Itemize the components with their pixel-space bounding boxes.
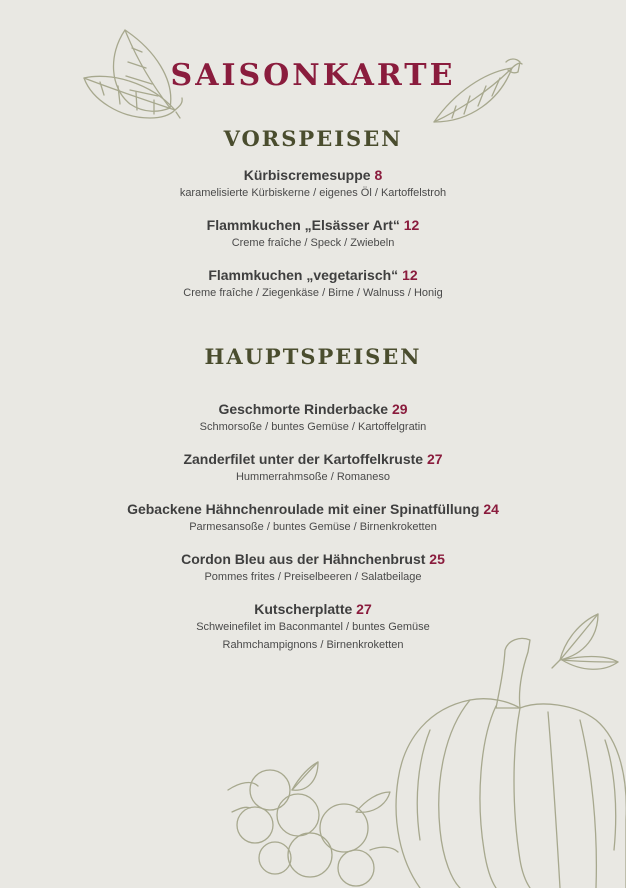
- dish-name-line: [0, 450, 626, 468]
- dish-name: Gebackene Hähnchenroulade mit einer Spinatfüllung: [127, 501, 480, 517]
- section-title-hauptspeisen: HAUPTSPEISEN: [204, 344, 422, 369]
- dish-description: Parmesansoße / buntes Gemüse / Birnenkroketten: [189, 521, 437, 533]
- dish-description: karamelisierte Kürbiskerne / eigenes Öl / Kartoffelstroh: [179, 187, 447, 199]
- berries-icon: [228, 762, 398, 886]
- dish-description: Pommes frites / Preiselbeeren / Salatbeilage: [204, 571, 422, 583]
- dish-price: 12: [402, 267, 418, 283]
- dish-price: 29: [391, 401, 408, 417]
- menu-item: [0, 600, 626, 654]
- dish-name-line: [0, 500, 626, 518]
- dish-name-line: [0, 600, 626, 618]
- dish-description: Hummerrahmsoße / Romaneso: [235, 471, 391, 483]
- dish-name-line: [0, 166, 626, 184]
- dish-name: Geschmorte Rinderbacke: [218, 401, 389, 417]
- dish-name: Kutscherplatte: [254, 601, 353, 617]
- dish-description: Schmorsoße / buntes Gemüse / Kartoffelgratin: [199, 421, 427, 433]
- dish-name-line: [0, 400, 626, 418]
- dish-name-line: [0, 266, 626, 284]
- menu-item: [0, 550, 626, 586]
- pumpkin-icon: [396, 638, 626, 888]
- dish-price: 27: [356, 601, 372, 617]
- dish-price: 8: [374, 167, 383, 183]
- dish-name: Flammkuchen „vegetarisch“: [208, 267, 399, 283]
- menu-item: [0, 216, 626, 252]
- dish-name-line: [0, 550, 626, 568]
- menu-item: [0, 400, 626, 436]
- section-title-vorspeisen: VORSPEISEN: [223, 126, 403, 151]
- dish-price: 25: [429, 551, 445, 567]
- dish-price: 27: [426, 451, 443, 467]
- dish-description: Rahmchampignons / Birnenkroketten: [222, 639, 404, 651]
- dish-name: Kürbiscremesuppe: [243, 167, 371, 183]
- dish-name: Flammkuchen „Elsässer Art“: [206, 217, 400, 233]
- dish-price: 12: [403, 217, 420, 233]
- menu-item: [0, 450, 626, 486]
- menu-title: SAISONKARTE: [170, 58, 456, 93]
- dish-name: Cordon Bleu aus der Hähnchenbrust: [181, 551, 426, 567]
- menu-item: [0, 500, 626, 536]
- menu-item: [0, 266, 626, 302]
- dish-name: Zanderfilet unter der Kartoffelkruste: [183, 451, 424, 467]
- dish-description: Creme fraîche / Speck / Zwiebeln: [231, 237, 395, 249]
- dish-description: Schweinefilet im Baconmantel / buntes Gemüse: [196, 621, 430, 633]
- menu-item: [0, 166, 626, 202]
- dish-price: 24: [483, 501, 499, 517]
- dish-description: Creme fraîche / Ziegenkäse / Birne / Walnuss / Honig: [183, 287, 443, 299]
- dish-name-line: [0, 216, 626, 234]
